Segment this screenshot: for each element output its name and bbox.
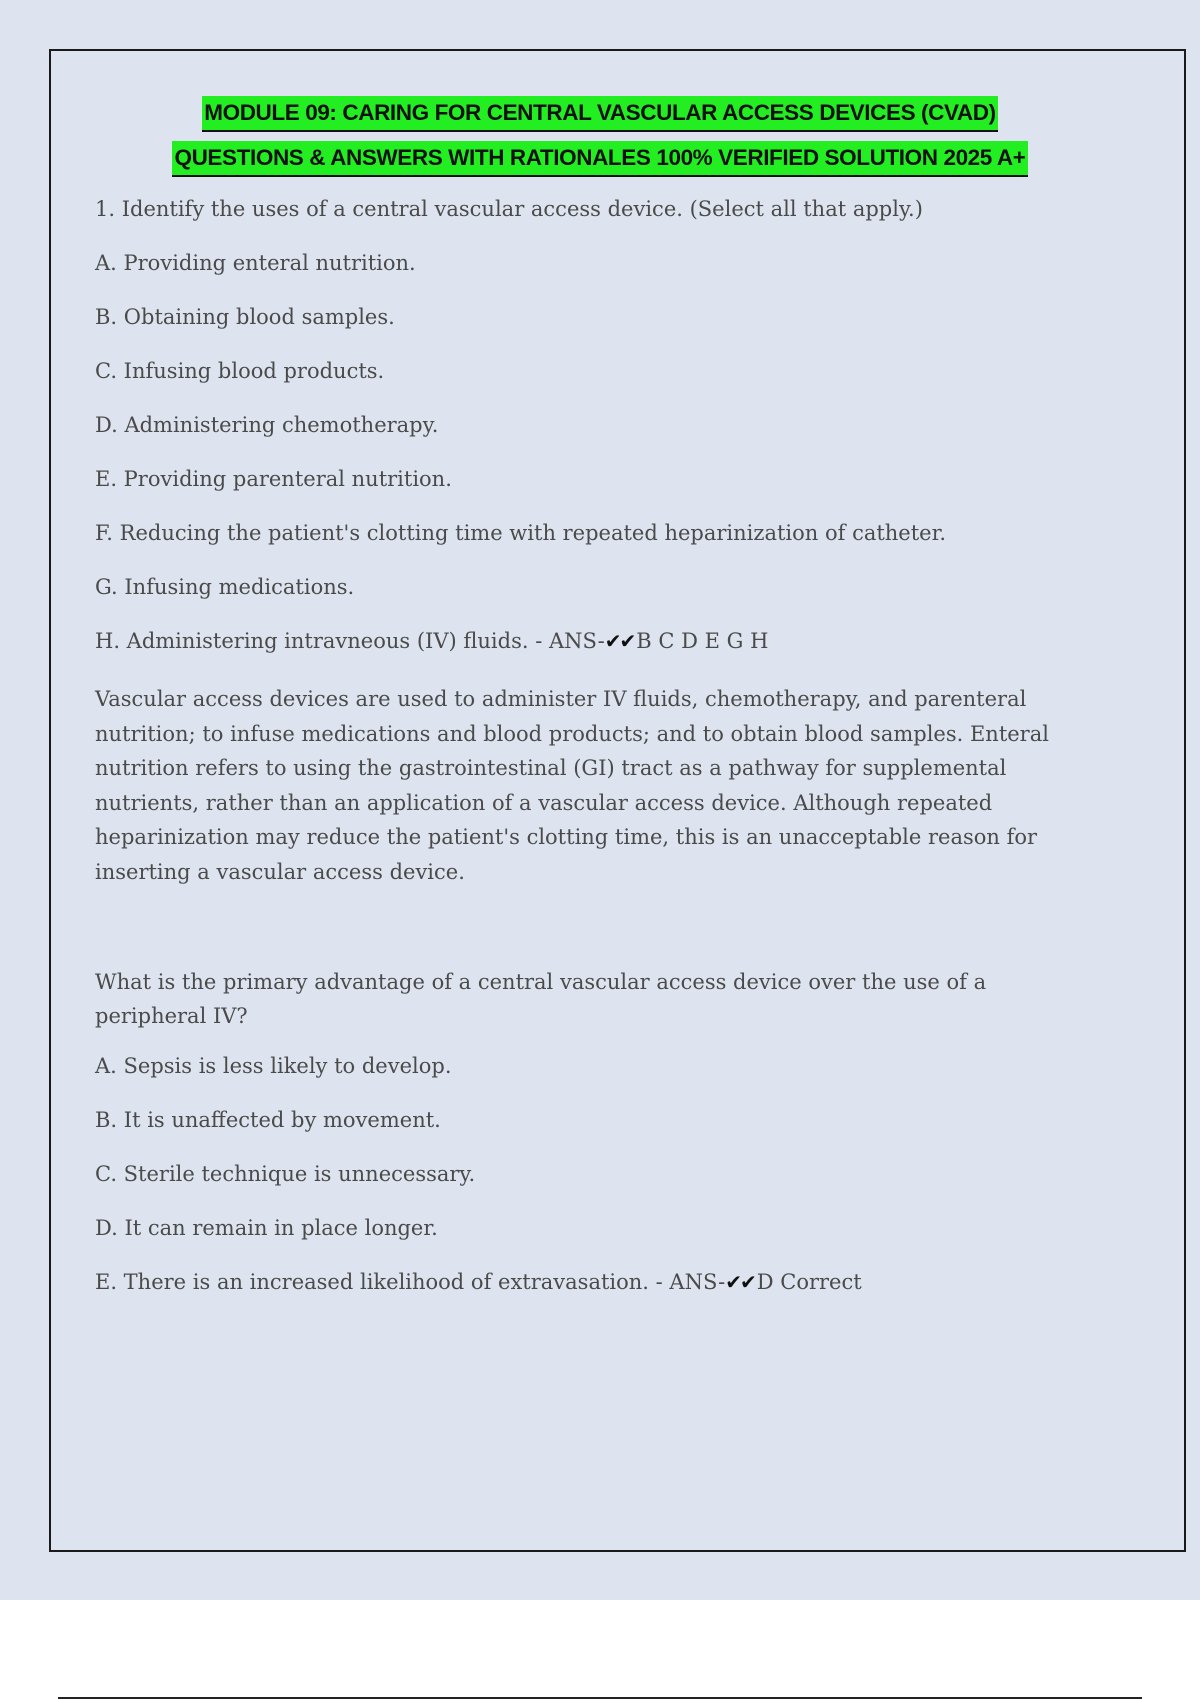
title-line-2: QUESTIONS & ANSWERS WITH RATIONALES 100% VERIFIED SOLUTION 2025 A+	[172, 141, 1027, 177]
question-2-option-e-text: E. There is an increased likelihood of extravasation. - ANS-	[95, 1270, 726, 1294]
question-2-answer: D Correct	[756, 1270, 862, 1294]
question-1-option-a: A. Providing enteral nutrition.	[95, 251, 416, 275]
question-1-stem: 1. Identify the uses of a central vascular access device. (Select all that apply.)	[95, 197, 923, 221]
question-1-option-h-text: H. Administering intravneous (IV) fluids. - ANS-	[95, 629, 605, 653]
document-title	[0, 96, 1200, 186]
footer-divider	[58, 1697, 1142, 1699]
question-1-option-d: D. Administering chemotherapy.	[95, 413, 439, 437]
check-mark-icon: ✔✔	[725, 1270, 755, 1294]
question-2-option-d: D. It can remain in place longer.	[95, 1216, 438, 1240]
question-2-option-b: B. It is unaffected by movement.	[95, 1108, 441, 1132]
check-mark-icon: ✔✔	[604, 629, 635, 653]
document-content	[95, 196, 1085, 1323]
section-spacer	[95, 889, 1085, 965]
question-1-option-h	[95, 628, 1085, 655]
question-1-option-f: F. Reducing the patient's clotting time with repeated heparinization of catheter.	[95, 521, 947, 545]
question-1-option-g: G. Infusing medications.	[95, 575, 355, 599]
title-line-1: MODULE 09: CARING FOR CENTRAL VASCULAR ACCESS DEVICES (CVAD)	[202, 96, 997, 132]
question-1-option-b: B. Obtaining blood samples.	[95, 305, 395, 329]
question-1-rationale: Vascular access devices are used to administer IV fluids, chemotherapy, and parenteral nutrition; to infuse medications and blood products; and to obtain blood samples. Enteral nutrition refers to using the gastrointestinal (GI) tract as a pathway for supplemental nutrients, rather than an application of a vascular access device. Although repeated heparinization may reduce the patient's clotting time, this is an unacceptable reason for inserting a vascular access device.	[95, 687, 1049, 884]
question-1-option-e: E. Providing parenteral nutrition.	[95, 467, 452, 491]
question-2-option-a: A. Sepsis is less likely to develop.	[95, 1054, 452, 1078]
question-2-stem: What is the primary advantage of a central vascular access device over the use of a peripheral IV?	[95, 970, 987, 1028]
question-1-option-c: C. Infusing blood products.	[95, 359, 385, 383]
question-2-option-c: C. Sterile technique is unnecessary.	[95, 1162, 476, 1186]
question-1-answer: B C D E G H	[636, 629, 769, 653]
question-2-option-e	[95, 1269, 1085, 1296]
